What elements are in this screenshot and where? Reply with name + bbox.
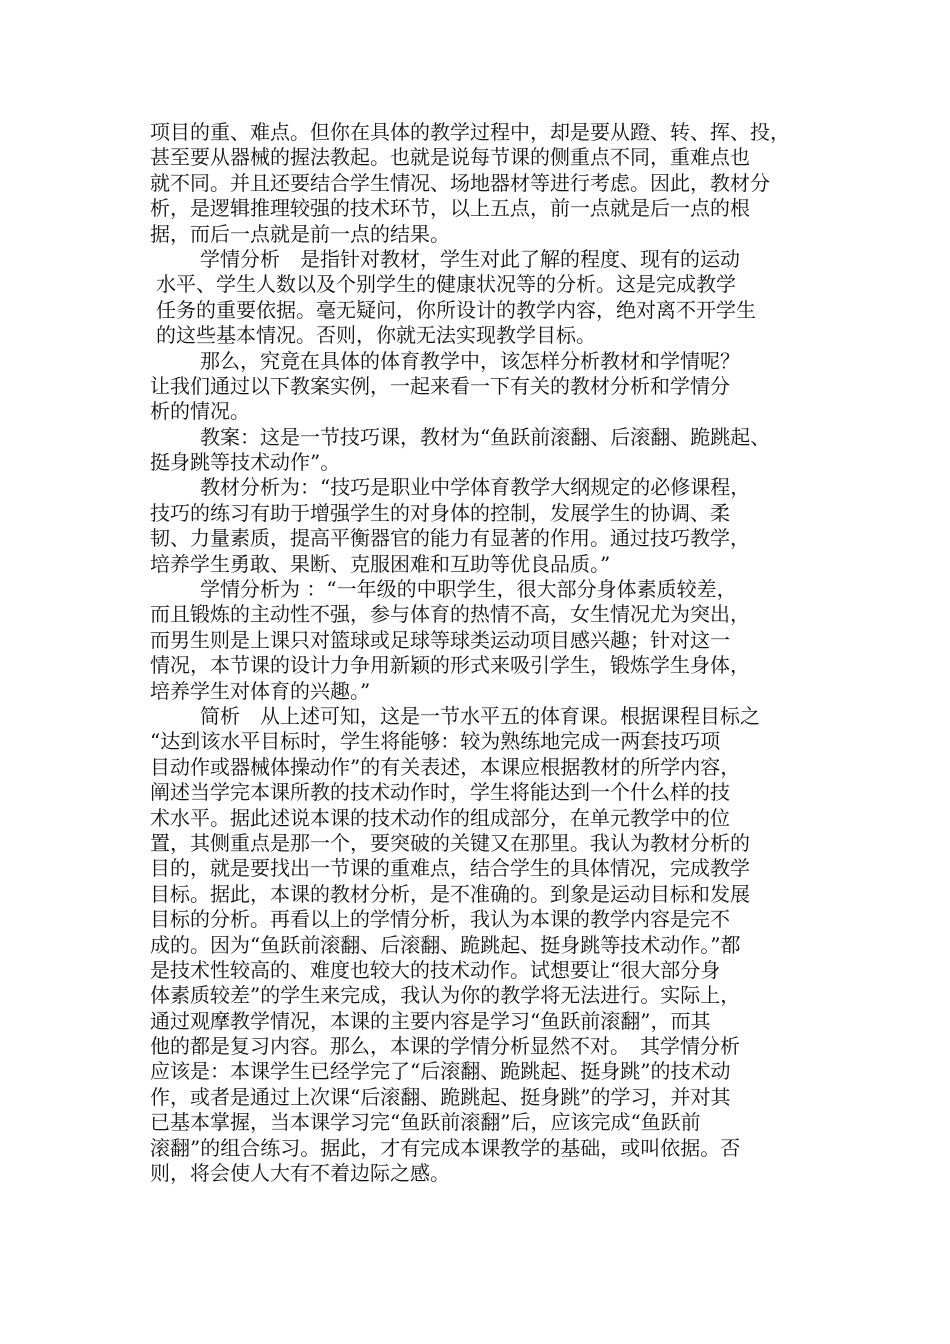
text-line: “达到该水平目标时，学生将能够：较为熟练地完成一两套技巧项 (150, 729, 721, 754)
text-line: 任务的重要依据。毫无疑问，你所设计的教学内容，绝对离不开学生 (156, 297, 756, 322)
text-line: 目标的分析。再看以上的学情分析，我认为本课的教学内容是完不 (150, 907, 730, 932)
text-line: 培养学生对体育的兴趣。” (150, 678, 371, 703)
text-line: 已基本掌握，当本课学习完“鱼跃前滚翻”后，应该完成“鱼跃前 (150, 1110, 701, 1135)
text-line: 水平、学生人数以及个别学生的健康状况等的分析。这是完成教学 (156, 272, 736, 297)
text-line: 体素质较差”的学生来完成，我认为你的教学将无法进行。实际上， (150, 983, 741, 1008)
paragraph-start-line: 简析 从上述可知，这是一节水平五的体育课。根据课程目标之 (200, 703, 760, 728)
text-line: 的这些基本情况。否则，你就无法实现教学目标。 (156, 323, 596, 348)
text-line: 应该是：本课学生已经学完了“后滚翻、跪跳起、挺身跳”的技术动 (150, 1059, 731, 1084)
text-line: 析的情况。 (150, 399, 250, 424)
text-line: 培养学生勇敢、果断、克服困难和互助等优良品质。” (150, 551, 611, 576)
text-line: 成的。因为“鱼跃前滚翻、后滚翻、跪跳起、挺身跳等技术动作。”都 (150, 932, 741, 957)
text-line: 韧、力量素质，提高平衡器官的能力有显著的作用。通过技巧教学， (150, 526, 750, 551)
text-line: 阐述当学完本课所教的技术动作时，学生将能达到一个什么样的技 (150, 780, 730, 805)
text-line: 甚至要从器械的握法教起。也就是说每节课的侧重点不同，重难点也 (150, 145, 750, 170)
text-line: 则，将会使人大有不着边际之感。 (150, 1161, 450, 1186)
text-line: 让我们通过以下教案实例，一起来看一下有关的教材分析和学情分 (150, 373, 730, 398)
text-line: 他的都是复习内容。那么，本课的学情分析显然不对。 其学情分析 (150, 1034, 740, 1059)
text-line: 是技术性较高的、难度也较大的技术动作。试想要让“很大部分身 (150, 957, 721, 982)
text-line: 项目的重、难点。但你在具体的教学过程中，却是要从蹬、转、挥、投， (150, 120, 790, 144)
text-line: 通过观摩教学情况，本课的主要内容是学习“鱼跃前滚翻”，而其 (150, 1008, 711, 1033)
text-line: 术水平。据此述说本课的技术动作的组成部分，在单元教学中的位 (150, 805, 730, 830)
paragraph-start-line: 教案：这是一节技巧课，教材为“鱼跃前滚翻、后滚翻、跪跳起、 (200, 424, 771, 449)
text-line: 据，而后一点就是前一点的结果。 (150, 221, 450, 246)
text-line: 挺身跳等技术动作”。 (150, 450, 341, 475)
text-line: 技巧的练习有助于增强学生的对身体的控制，发展学生的协调、柔 (150, 500, 730, 525)
text-line: 而且锻炼的主动性不强，参与体育的热情不高，女生情况尤为突出， (150, 602, 750, 627)
text-line: 目的，就是要找出一节课的重难点，结合学生的具体情况，完成教学 (150, 856, 750, 881)
text-line: 作，或者是通过上次课“后滚翻、跪跳起、挺身跳”的学习，并对其 (150, 1084, 731, 1109)
paragraph-start-line: 学情分析 是指针对教材，学生对此了解的程度、现有的运动 (200, 246, 740, 271)
text-line: 置，其侧重点是那一个，要突破的关键又在那里。我认为教材分析的 (150, 830, 750, 855)
text-line: 而男生则是上课只对篮球或足球等球类运动项目感兴趣；针对这一 (150, 627, 730, 652)
text-line: 目标。据此，本课的教材分析，是不准确的。到象是运动目标和发展 (150, 881, 750, 906)
paragraph-start-line: 教材分析为：“技巧是职业中学体育教学大纲规定的必修课程， (200, 475, 751, 500)
paragraph-start-line: 那么，究竟在具体的体育教学中，该怎样分析教材和学情呢？ (200, 348, 740, 373)
document-body (150, 120, 810, 1186)
text-line: 情况，本节课的设计力争用新颖的形式来吸引学生，锻炼学生身体， (150, 653, 750, 678)
text-line: 析，是逻辑推理较强的技术环节，以上五点，前一点就是后一点的根 (150, 196, 750, 221)
text-line: 滚翻”的组合练习。据此，才有完成本课教学的基础，或叫依据。否 (150, 1135, 741, 1160)
text-line: 目动作或器械体操动作”的有关表述，本课应根据教材的所学内容， (150, 754, 741, 779)
text-line: 就不同。并且还要结合学生情况、场地器材等进行考虑。因此，教材分 (150, 170, 770, 195)
paragraph-start-line: 学情分析为 ：“一年级的中职学生，很大部分身体素质较差， (200, 577, 737, 602)
